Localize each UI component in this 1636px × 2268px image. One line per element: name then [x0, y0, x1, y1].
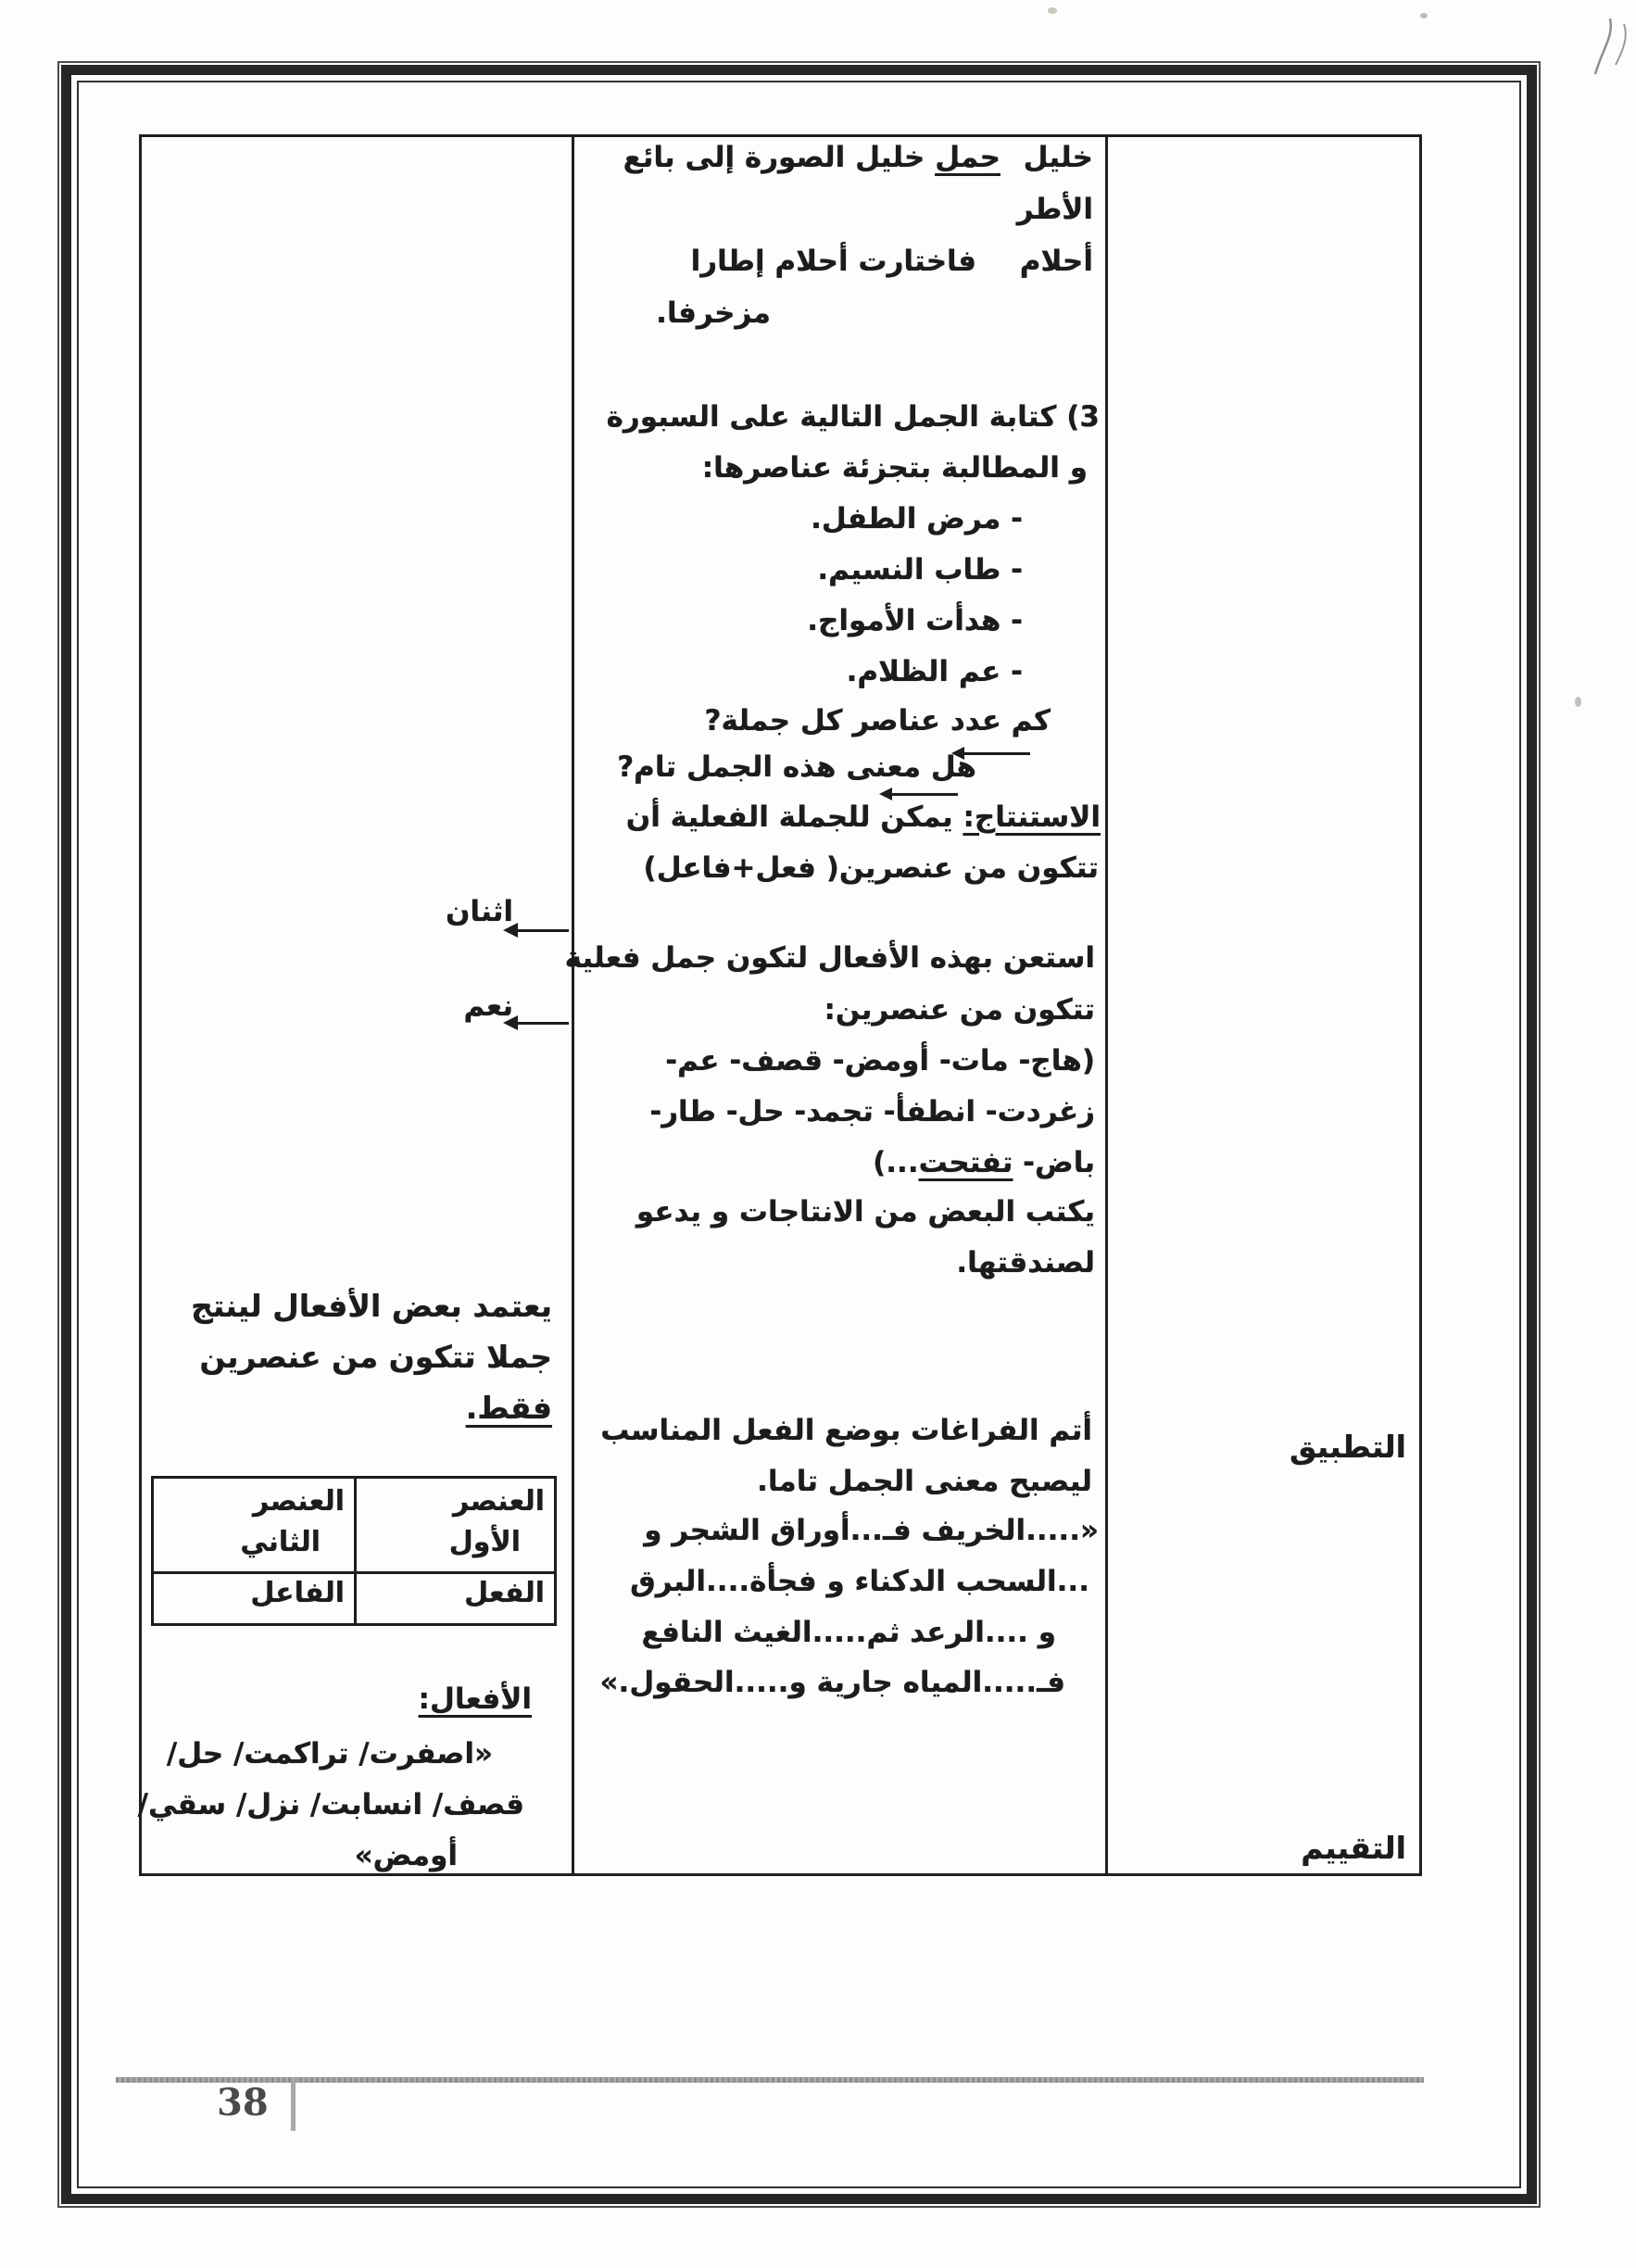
gap-fill-line-2: ...السحب الدكناء و فجأة....البرق	[630, 1565, 1089, 1598]
conclusion-line-2: تتكون من عنصرين( فعل+فاعل)	[643, 851, 1099, 885]
footer-tick	[291, 2077, 296, 2131]
activity5-instruction-2: ليصبح معنى الجمل تاما.	[757, 1465, 1092, 1498]
footer-rule	[116, 2077, 1424, 2083]
example-margin-word-1: خليل	[1023, 141, 1093, 174]
scan-speck	[1420, 13, 1428, 19]
activity5-instruction-1: أتم الفراغات بوضع الفعل المناسب	[600, 1414, 1092, 1447]
gap-fill-line-1: «.....الخريف فـ...أوراق الشجر و	[644, 1514, 1099, 1547]
header-text: الأول	[448, 1525, 521, 1558]
activity4-note-1: يكتب البعض من الانتاجات و يدعو	[636, 1195, 1095, 1228]
page-number: 38	[217, 2081, 269, 2124]
verb-list-line-3-a: باض-	[1013, 1146, 1095, 1179]
example-sentence-1-wrap: الأطر	[1016, 193, 1093, 226]
verbs-answer-line-2: قصف/ انسابت/ نزل/ سقي/	[137, 1788, 524, 1821]
notes-paragraph-line-1: يعتمد بعض الأفعال لينتج	[191, 1288, 552, 1324]
activity3-heading-2: و المطالبة بتجزئة عناصرها:	[701, 451, 1088, 485]
header-text: الثاني	[240, 1525, 321, 1558]
conclusion-rest: يمكن للجملة الفعلية أن	[625, 800, 963, 834]
example-sentence-1-rest: خليل الصورة إلى بائع	[623, 141, 936, 174]
notes-column-divider	[572, 137, 574, 1873]
verbs-answer-line-3: أومض»	[354, 1839, 458, 1872]
mini-table-cell-verb: الفعل	[354, 1574, 554, 1623]
question-count: كم عدد عناصر كل جملة?	[704, 704, 1051, 737]
scan-speck	[1575, 697, 1581, 707]
example-sentence-2-wrap: مزخرفا.	[656, 296, 771, 330]
example-sentence-1	[623, 139, 1000, 176]
gap-fill-line-3: و ....الرعد ثم.....الغيث النافع	[641, 1616, 1056, 1649]
verb-list-line-3-b: ...)	[873, 1146, 919, 1179]
answer-arrow-icon	[517, 929, 569, 932]
margin-answer-yes: نعم	[463, 989, 513, 1023]
question-arrow-icon	[891, 793, 958, 796]
sentence-item: - مرض الطفل.	[811, 502, 1023, 536]
conclusion-label-underlined: الاستنتاج:	[963, 800, 1101, 834]
sentence-item: - طاب النسيم.	[817, 553, 1023, 586]
verb-underlined: تفتحت	[918, 1146, 1013, 1179]
verb-list-line-1: (هاج- مات- أومض- قصف- عم-	[665, 1044, 1095, 1077]
stage-label-application: التطبيق	[1289, 1429, 1406, 1465]
stage-label-evaluation: التقييم	[1301, 1830, 1406, 1866]
header-text: العنصر	[253, 1485, 345, 1518]
header-text: العنصر	[453, 1485, 545, 1518]
question-meaning: هل معنى هذه الجمل تام?	[617, 750, 976, 784]
lesson-table	[139, 134, 1422, 1876]
verbs-list-label: الأفعال:	[418, 1682, 532, 1716]
handwriting-artifact	[1586, 7, 1636, 83]
notes-paragraph-line-2: جملا تتكون من عنصرين	[199, 1339, 552, 1375]
verb-list-line-3	[873, 1144, 1095, 1181]
elements-mini-table	[151, 1476, 557, 1626]
stage-column-divider	[1105, 137, 1108, 1873]
mini-table-header-first-element	[354, 1479, 554, 1574]
example-verb-underlined: حمل	[935, 141, 1000, 174]
sentence-item: - هدأت الأمواج.	[807, 604, 1023, 637]
activity4-instruction-2: تتكون من عنصرين:	[824, 993, 1095, 1027]
scan-speck	[1048, 7, 1057, 14]
answer-arrow-icon	[517, 1022, 569, 1025]
notes-paragraph-line-3: فقط.	[465, 1390, 552, 1426]
example-sentence-2: فاختارت أحلام إطارا	[690, 245, 976, 278]
sentence-item: - عم الظلام.	[846, 655, 1023, 688]
margin-answer-two: اثنان	[445, 895, 513, 928]
mini-table-cell-subject: الفاعل	[250, 1577, 345, 1609]
verbs-answer-line-1: «اصفرت/ تراكمت/ حل/	[166, 1737, 493, 1770]
activity3-heading: 3) كتابة الجمل التالية على السبورة	[606, 400, 1100, 434]
verb-list-line-2: زغردت- انطفأ- تجمد- حل- طار-	[649, 1095, 1095, 1128]
example-margin-word-2: أحلام	[1019, 245, 1093, 278]
gap-fill-line-4: فـ.....المياه جارية و.....الحقول.»	[599, 1666, 1065, 1699]
mini-table-header-second-element	[154, 1479, 354, 1574]
activity4-instruction-1: استعن بهذه الأفعال لتكون جمل فعلية	[564, 941, 1095, 975]
activity4-note-2: لصندقتها.	[956, 1246, 1095, 1279]
conclusion-line	[626, 799, 1101, 836]
